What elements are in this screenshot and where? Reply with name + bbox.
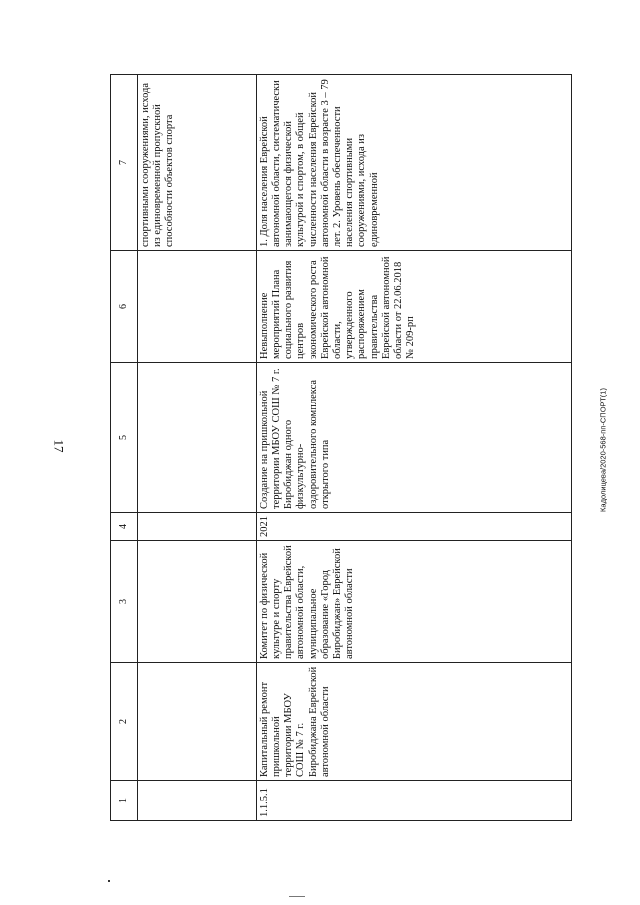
activity-code: 1.1.5.1 [256,781,571,821]
activity-row [256,75,571,821]
header-col-2: 2 [111,663,138,781]
activity-result: Создание на пришкольной территории МБОУ СОШ № 7 г. Биробиджан одного физкультурно-оздоровительного комплекса открытого типа [256,363,571,513]
cont-cell-4 [138,513,257,541]
activity-executor: Комитет по физической культуре и спорту правительства Еврейской автономной области, муниципальное образование «Город Биробиджан» Еврейской автономной области [256,541,571,663]
activities-table [110,74,572,821]
cont-cell-5 [138,363,257,513]
cont-cell-6 [138,251,257,363]
header-col-6: 6 [111,251,138,363]
header-row [111,75,138,821]
document-code [596,190,610,710]
header-col-7: 7 [111,75,138,251]
header-col-4: 4 [111,513,138,541]
header-col-1: 1 [111,781,138,821]
activity-name: Капитальный ремонт пришкольной территории МБОУ СОШ № 7 г. Биробиджана Еврейской автономной области [256,663,571,781]
scan-artifact-dot [108,880,110,882]
header-col-3: 3 [111,541,138,663]
page-number: 17 [51,439,67,453]
cont-cell-indicators: спортивными сооружениями, исхода из единовременной пропускной способности объектов спорта [138,75,257,251]
cont-cell-2 [138,663,257,781]
activity-year: 2021 [256,513,571,541]
table-frame [110,75,572,821]
activity-consequence: Невыполнение мероприятий Плана социального развития центров экономического роста Еврейской автономной области, утвержденного распоряжением правительства Еврейской автономной области от 22.06.2018 № 209-рп [256,251,571,363]
document-code-text: Кадолицева/2020-568-пп-СПОРТ(1) [598,388,608,512]
rotated-table-container [110,75,572,821]
cont-cell-3 [138,541,257,663]
activity-indicators: 1. Доля населения Еврейской автономной области, систематически занимающегося физической культурой и спортом, в общей численности населения Еврейской автономной области в возрасте 3 – 79 лет. 2. Уровень обеспеченности населения спортивными сооружениями, исхода из единовременной [256,75,571,251]
cont-cell-1 [138,781,257,821]
continuation-row [138,75,257,821]
header-col-5: 5 [111,363,138,513]
scan-artifact-dash [289,896,305,897]
